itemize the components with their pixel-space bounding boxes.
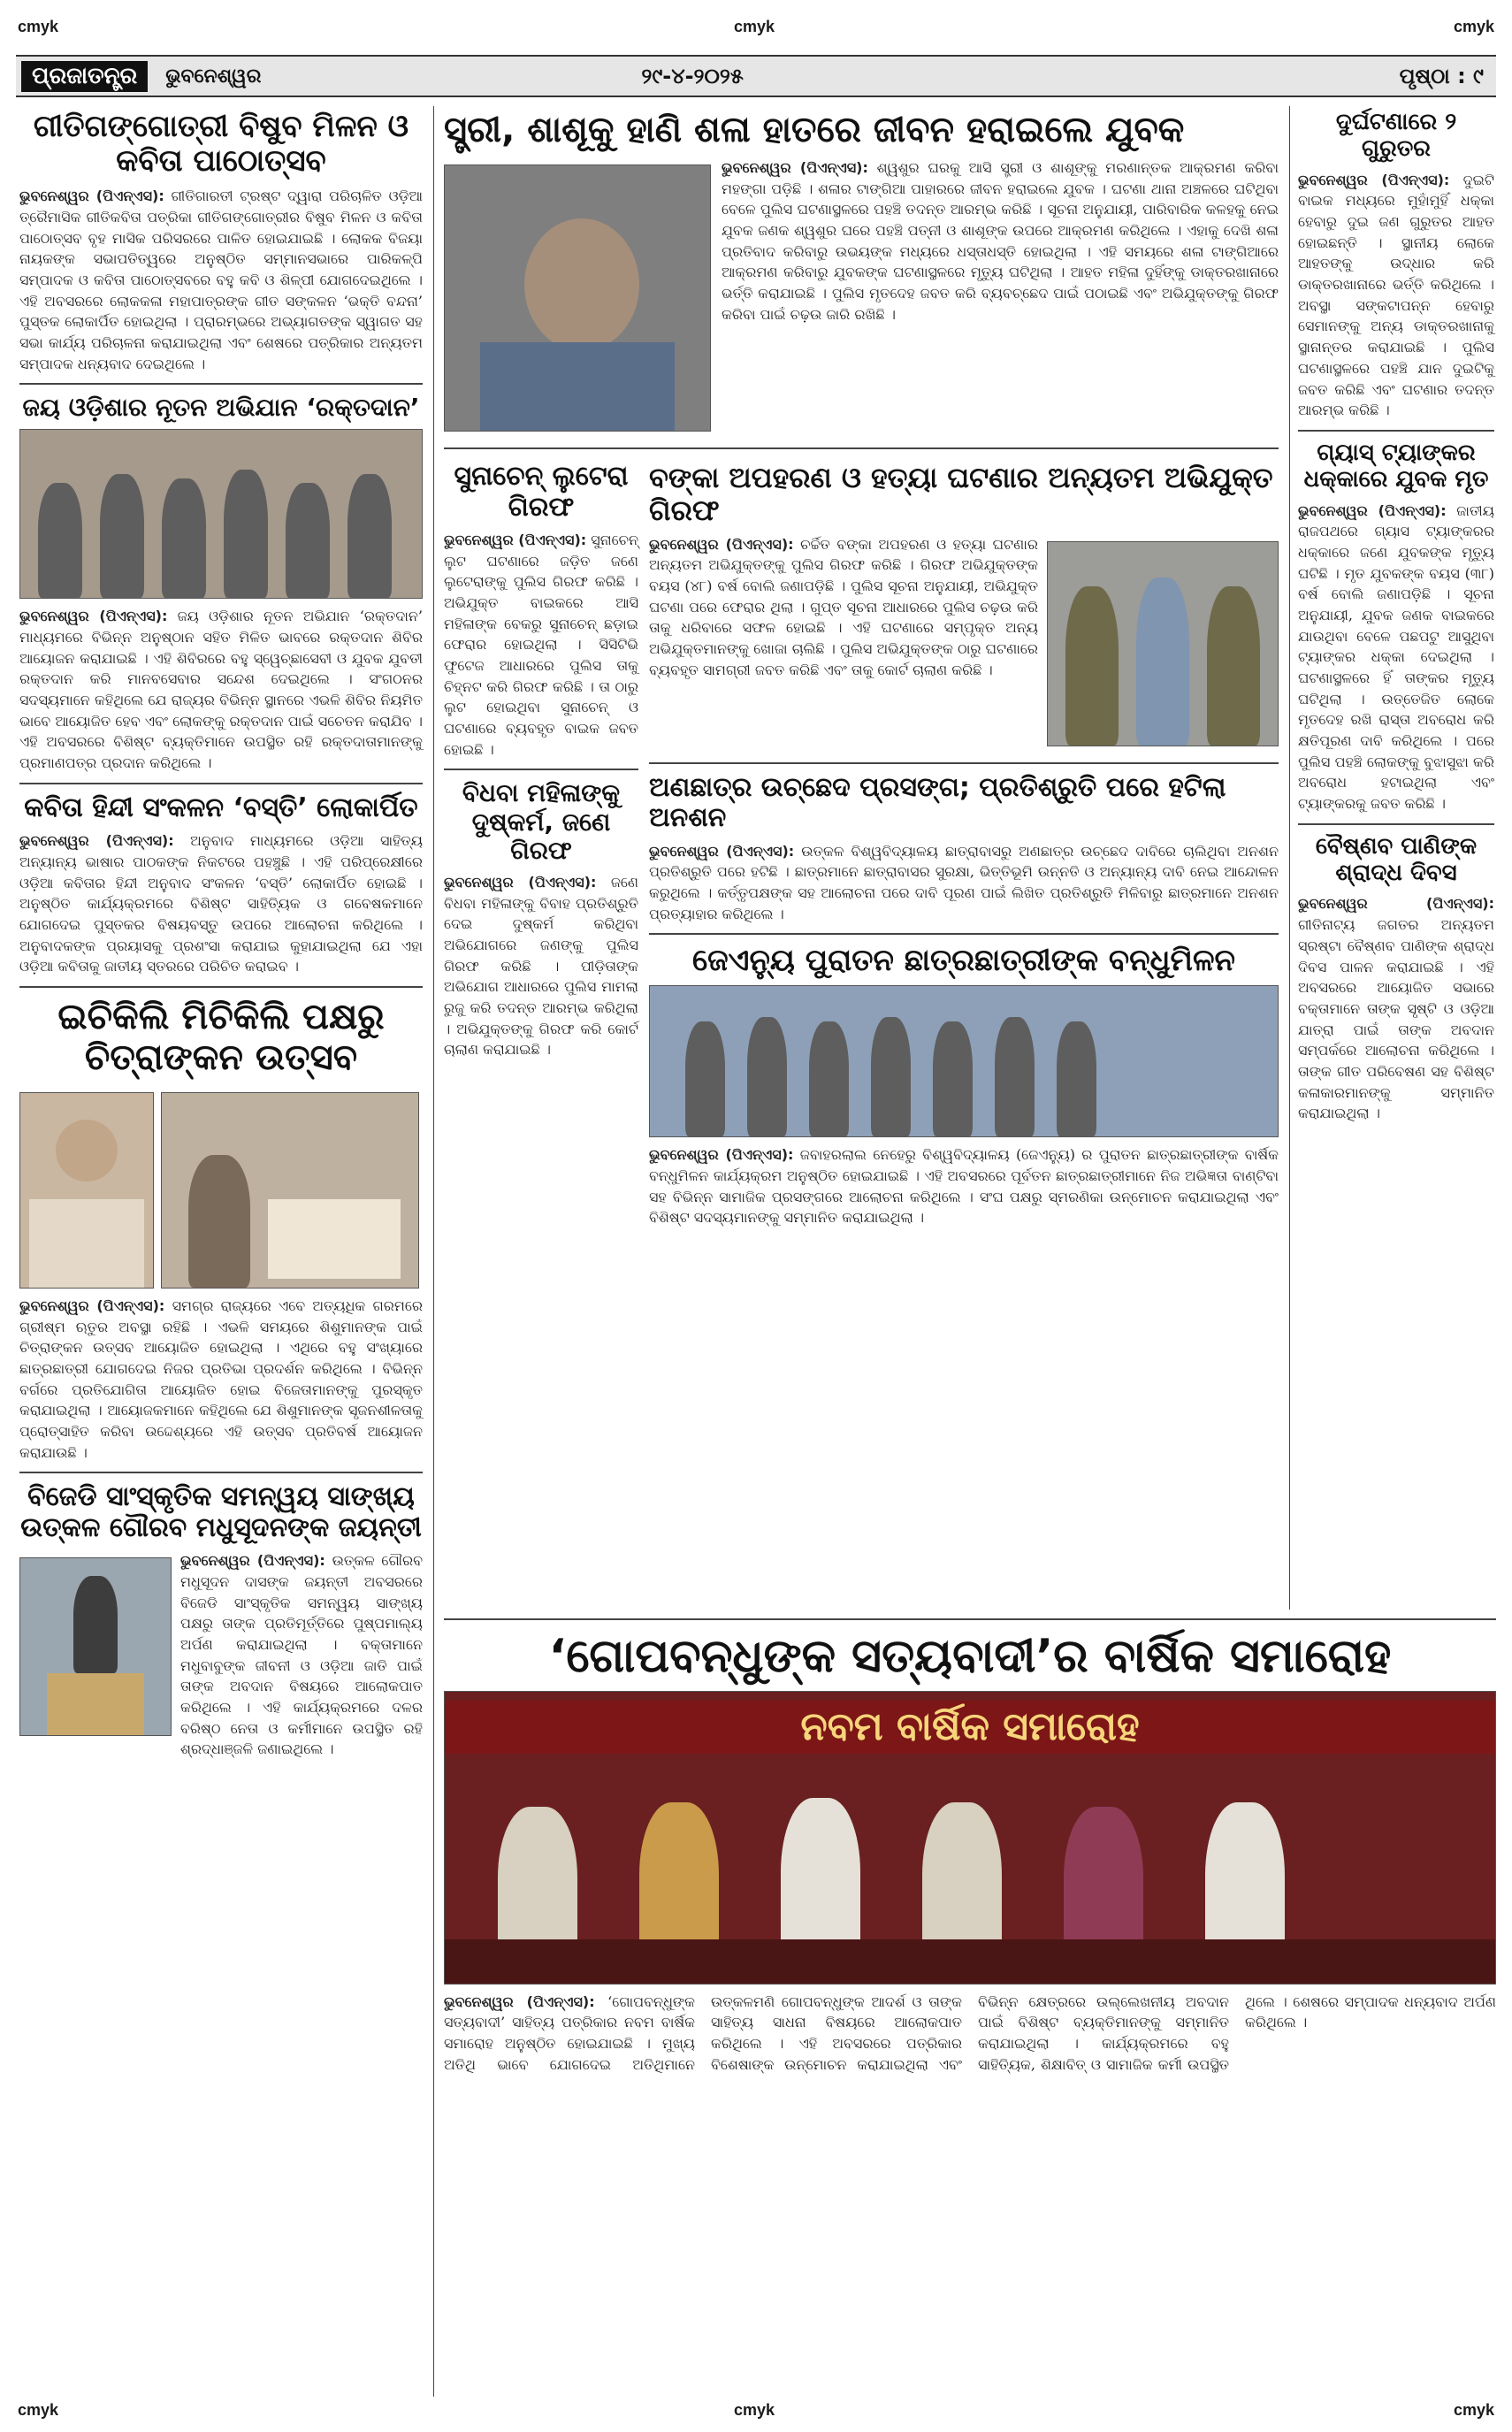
headline: ବଙ୍କା ଅପହରଣ ଓ ହତ୍ୟା ଘଟଣାର ଅନ୍ୟତମ ଅଭିଯୁକ୍ତ ଗିରଫ [649, 461, 1273, 527]
registration-mark: cmyk [1453, 18, 1494, 35]
article-body [444, 1992, 1496, 2076]
article-text: ଅନୁବାଦ ମାଧ୍ୟମରେ ଓଡ଼ିଆ ସାହିତ୍ୟ ଅନ୍ୟାନ୍ୟ ଭାଷାର ପାଠକଙ୍କ ନିକଟରେ ପହଞ୍ଚୁଛି । ଏହି ପରିପ୍ରେକ୍ଷୀରେ ଓଡ଼ିଆ କବିତାର ହିନ୍ଦୀ ଅନୁବାଦ ସଂକଳନ ‘ବସ୍ତି’ ଲୋକାର୍ପିତ ହୋଇଛି । ଅନୁଷ୍ଠିତ କାର୍ଯ୍ୟକ୍ରମରେ ବିଶିଷ୍ଟ ସାହିତ୍ୟିକ ଓ ଗବେଷକମାନେ ଯୋଗଦେଇ ପୁସ୍ତକର ବିଷୟବସ୍ତୁ ଉପରେ ଆଲୋଚନା କରିଥିଲେ । ଅନୁବାଦକଙ୍କ ପ୍ରୟାସକୁ ପ୍ରଶଂସା କରାଯାଇ କୁହାଯାଇଥିଲା ଯେ ଏହା ଓଡ଼ିଆ କବିତାକୁ ଜାତୀୟ ସ୍ତରରେ ପରିଚିତ କରାଇବ । [19, 832, 423, 975]
article-shashu [444, 110, 1279, 439]
article-bank [649, 462, 1279, 753]
headline: ସୁନାଚେନ୍ ଲୁଟେରା ଗିରଫ [454, 461, 629, 523]
article-body [444, 530, 638, 760]
article-divider [649, 933, 1279, 935]
dateline: ଭୁବନେଶ୍ୱର (ପିଏନ୍ଏସ): [19, 187, 164, 205]
article-bidhaba [444, 779, 638, 1060]
article-divider [1298, 823, 1494, 825]
article-text: ‘ଗୋପବନ୍ଧୁଙ୍କ ସତ୍ୟବାଦୀ’ ସାହିତ୍ୟ ପତ୍ରିକାର ନବମ ବାର୍ଷିକ ସମାରୋହ ଅନୁଷ୍ଠିତ ହୋଇଯାଇଛି । ମୁଖ୍ୟ ଅତିଥି ଭାବେ ଯୋଗଦେଇ ଅତିଥିମାନେ ଉତ୍କଳମଣି ଗୋପବନ୍ଧୁଙ୍କ ଆଦର୍ଶ ଓ ତାଙ୍କ ସାହିତ୍ୟ ସାଧନା ବିଷୟରେ ଆଲୋକପାତ କରିଥିଲେ । ଏହି ଅବସରରେ ପତ୍ରିକାର ବିଶେଷାଙ୍କ ଉନ୍ମୋଚନ କରାଯାଇଥିଲା ଏବଂ ବିଭିନ୍ନ କ୍ଷେତ୍ରରେ ଉଲ୍ଲେଖନୀୟ ଅବଦାନ ପାଇଁ ବିଶିଷ୍ଟ ବ୍ୟକ୍ତିମାନଙ୍କୁ ସମ୍ମାନିତ କରାଯାଇଥିଲା । କାର୍ଯ୍ୟକ୍ରମରେ ବହୁ ସାହିତ୍ୟିକ, ଶିକ୍ଷାବିତ୍ ଓ ସାମାଜିକ କର୍ମୀ ଉପସ୍ଥିତ ଥିଲେ । ଶେଷରେ ସମ୍ପାଦକ ଧନ୍ୟବାଦ ଅର୍ପଣ କରିଥିଲେ । [444, 1992, 1496, 2073]
photo-alumni-meet [649, 985, 1279, 1137]
article-text: ସମଗ୍ର ରାଜ୍ୟରେ ଏବେ ଅତ୍ୟଧିକ ଗରମରେ ଗ୍ରୀଷ୍ମ ଋତୁର ଅବସ୍ଥା ରହିଛି । ଏଭଳି ସମୟରେ ଶିଶୁମାନଙ୍କ ପାଇଁ ଚିତ୍ରାଙ୍କନ ଉତ୍ସବ ଆୟୋଜିତ ହୋଇଥିଲା । ଏଥିରେ ବହୁ ସଂଖ୍ୟାରେ ଛାତ୍ରଛାତ୍ରୀ ଯୋଗଦେଇ ନିଜର ପ୍ରତିଭା ପ୍ରଦର୍ଶନ କରିଥିଲେ । ବିଭିନ୍ନ ବର୍ଗରେ ପ୍ରତିଯୋଗିତା ଆୟୋଜିତ ହୋଇ ବିଜେତାମାନଙ୍କୁ ପୁରସ୍କୃତ କରାଯାଇଥିଲା । ଆୟୋଜକମାନେ କହିଥିଲେ ଯେ ଶିଶୁମାନଙ୍କ ସୃଜନଶୀଳତାକୁ ପ୍ରୋତ୍ସାହିତ କରିବା ଉଦ୍ଦେଶ୍ୟରେ ଏହି ଉତ୍ସବ ପ୍ରତିବର୍ଷ ଆୟୋଜନ କରାଯାଉଛି । [19, 1297, 424, 1461]
column-divider [433, 106, 434, 2397]
dateline: ଭୁବନେଶ୍ୱର (ପିଏନ୍ଏସ): [180, 1552, 325, 1570]
sub-column [649, 458, 1279, 1228]
headline: ‘ଗୋପବନ୍ଧୁଙ୍କ ସତ୍ୟବାଦୀ’ର ବାର୍ଷିକ ସମାରୋହ [548, 1630, 1392, 1683]
article-gitiganga [19, 110, 423, 374]
sub-column [444, 458, 638, 1228]
article-body [19, 186, 423, 374]
article-body [649, 1144, 1279, 1228]
article-body [180, 1550, 423, 1760]
registration-mark: cmyk [18, 18, 59, 35]
dateline: ଭୁବନେଶ୍ୱର (ପିଏନ୍ଏସ): [1298, 501, 1447, 519]
dateline: ଭୁବନେଶ୍ୱର (ପିଏନ୍ଏସ): [19, 832, 174, 850]
article-text: ଜଣେ ବିଧବା ମହିଳାଙ୍କୁ ବିବାହ ପ୍ରତିଶ୍ରୁତି ଦେଇ ଦୁଷ୍କର୍ମ କରିଥିବା ଅଭିଯୋଗରେ ଜଣଙ୍କୁ ପୁଲିସ ଗିରଫ କରିଛି । ପୀଡ଼ିତାଙ୍କ ଅଭିଯୋଗ ଆଧାରରେ ପୁଲିସ ମାମଲା ରୁଜୁ କରି ତଦନ୍ତ ଆରମ୍ଭ କରିଥିଲା । ଅଭିଯୁକ୍ତଙ୍କୁ ଗିରଫ କରି କୋର୍ଟ ଚାଲାଣ କରାଯାଇଛି । [444, 873, 638, 1059]
article-gopabandhu [444, 1618, 1496, 2397]
dateline: ଭୁବନେଶ୍ୱର (ପିଏନ୍ଏସ): [649, 535, 794, 553]
article-divider [649, 762, 1279, 764]
article-divider [1298, 430, 1494, 432]
article-body [649, 534, 1038, 753]
headline: ଜେଏନ୍ୟୁ ପୁରାତନ ଛାତ୍ରଛାତ୍ରୀଙ୍କ ବନ୍ଧୁମିଳନ [692, 943, 1235, 979]
headline: ଅଣଛାତ୍ର ଉଚ୍ଛେଦ ପ୍ରସଙ୍ଗ; ପ୍ରତିଶ୍ରୁତି ପରେ ହଟିଲା ଅନଶନ [649, 771, 1226, 834]
headline: ବିଧବା ମହିଳାଙ୍କୁ ଦୁଷ୍କର୍ମ, ଜଣେ ଗିରଫ [462, 778, 621, 865]
dateline: ଭୁବନେଶ୍ୱର (ପିଏନ୍ଏସ): [649, 1146, 794, 1164]
article-body [19, 606, 423, 773]
article-text: ଉତ୍କଳ ଗୌରବ ମଧୁସୂଦନ ଦାସଙ୍କ ଜୟନ୍ତୀ ଅବସରରେ ବିଜେଡି ସାଂସ୍କୃତିକ ସମନ୍ୱୟ ସାଙ୍ଖ୍ୟ ପକ୍ଷରୁ ତାଙ୍କ ପ୍ରତିମୂର୍ତ୍ତିରେ ପୁଷ୍ପମାଲ୍ୟ ଅର୍ପଣ କରାଯାଇଥିଲା । ବକ୍ତାମାନେ ମଧୁବାବୁଙ୍କ ଜୀବନୀ ଓ ଓଡ଼ିଆ ଜାତି ପାଇଁ ତାଙ୍କ ଅବଦାନ ବିଷୟରେ ଆଲୋକପାତ କରିଥିଲେ । ଏହି କାର୍ଯ୍ୟକ୍ରମରେ ଦଳର ବରିଷ୍ଠ ନେତା ଓ କର୍ମୀମାନେ ଉପସ୍ଥିତ ରହି ଶ୍ରଦ୍ଧାଞ୍ଜଳି ଜଣାଇଥିଲେ । [180, 1552, 423, 1758]
article-text: ଜୟ ଓଡ଼ିଶାର ନୂତନ ଅଭିଯାନ ‘ରକ୍ତଦାନ’ ମାଧ୍ୟମରେ ବିଭିନ୍ନ ଅନୁଷ୍ଠାନ ସହିତ ମିଳିତ ଭାବରେ ରକ୍ତଦାନ ଶିବିର ଆୟୋଜନ କରାଯାଇଛି । ଏହି ଶିବିରରେ ବହୁ ସ୍ୱେଚ୍ଛାସେବୀ ଓ ଯୁବକ ଯୁବତୀ ରକ୍ତଦାନ କରି ମାନବସେବାର ସନ୍ଦେଶ ଦେଇଥିଲେ । ସଂଗଠନର ସଦସ୍ୟମାନେ କହିଥିଲେ ଯେ ରାଜ୍ୟର ବିଭିନ୍ନ ସ୍ଥାନରେ ଏଭଳି ଶିବିର ନିୟମିତ ଭାବେ ଆୟୋଜିତ ହେବ ଏବଂ ଲୋକଙ୍କୁ ରକ୍ତଦାନ ପାଇଁ ସଚେତନ କରାଯିବ । ଏହି ଅବସରରେ ବିଶିଷ୍ଟ ବ୍ୟକ୍ତିମାନେ ଉପସ୍ଥିତ ରହି ରକ୍ତଦାତାମାନଙ୍କୁ ପ୍ରମାଣପତ୍ର ପ୍ରଦାନ କରିଥିଲେ । [19, 608, 423, 772]
headline: ଦୁର୍ଘଟଣାରେ ୨ ଗୁରୁତର [1335, 109, 1457, 162]
registration-mark: cmyk [1453, 2401, 1494, 2419]
article-divider [19, 783, 423, 784]
article-body [19, 1296, 423, 1463]
edition-date: ୨୯-୪-୨୦୨୫ [641, 64, 744, 88]
article-baishnaba [1298, 834, 1494, 1124]
page-number: ପୃଷ୍ଠା : ୯ [1399, 64, 1484, 88]
article-body [1298, 501, 1494, 814]
headline: ଜୟ ଓଡ଼ିଶାର ନୂତନ ଅଭିଯାନ ‘ରକ୍ତଦାନ’ [22, 393, 420, 423]
edition-city: ଭୁବନେଶ୍ୱର [165, 65, 262, 88]
article-divider [444, 769, 638, 770]
article-body [722, 157, 1279, 439]
dateline: ଭୁବନେଶ୍ୱର (ପିଏନ୍ଏସ): [1298, 895, 1494, 913]
headline: ଗୀତିଗଙ୍ଗୋତ୍ରୀ ବିଷୁବ ମିଳନ ଓ କବିତା ପାଠୋତ୍ସବ [33, 109, 409, 180]
article-durghatana [1298, 110, 1494, 421]
headline: ସ୍ତ୍ରୀ, ଶାଶୂକୁ ହାଣି ଶଳା ହାତରେ ଜୀବନ ହରାଇଲେ ଯୁବକ [444, 110, 1185, 150]
article-text: ଗୀତିଗାରତୀ ଟ୍ରଷ୍ଟ ଦ୍ୱାରା ପରିଚାଳିତ ଓଡ଼ିଆ ତ୍ରୈମାସିକ ଗୀତିକବିତା ପତ୍ରିକା ଗୀତିଗଙ୍ଗୋତ୍ରୀର ବିଷୁବ ମିଳନ ଓ କବିତା ପାଠୋତ୍ସବ ବୃହ ମାସିକ ପରିସରରେ ପାଳିତ ହୋଇଯାଇଛି । ଲୋକକ ବିଜୟା ନାୟକଙ୍କ ସଭାପତିତ୍ୱରେ ଅନୁଷ୍ଠିତ ସମ୍ମାନସଭାରେ ପାରିକଳ୍ପି ସମ୍ପାଦକ ଓ କବିତା ପାଠୋତ୍ସବରେ ବହୁ କବି ଓ ଶିଳ୍ପୀ ଯୋଗଦେଇଥିଲେ । ଏହି ଅବସରରେ ଲୋକକଳା ମହାପାତ୍ରଙ୍କ ଗୀତ ସଙ୍କଳନ ‘ଭକ୍ତି ବନ୍ଦନା’ ପୁସ୍ତକ ଲୋକାର୍ପିତ ହୋଇଥିଲା । ପ୍ରାରମ୍ଭରେ ଅଭ୍ୟାଗତଙ୍କ ସ୍ୱାଗତ ସହ ସଭା କାର୍ଯ୍ୟ ପରିଚାଳନା କରାଯାଇଥିଲା ଏବଂ ଶେଷରେ ପତ୍ରିକାର ଅନ୍ୟତମ ସମ୍ପାଦକ ଧନ୍ୟବାଦ ଦେଇଥିଲେ । [19, 187, 424, 372]
article-body [1298, 170, 1494, 421]
headline: ଇଚିକିଲି ମିଚିକିଲି ପକ୍ଷରୁ ଚିତ୍ରାଙ୍କନ ଉତ୍ସବ [57, 997, 385, 1078]
article-body [1298, 893, 1494, 1123]
registration-mark: cmyk [18, 2401, 59, 2419]
article-jnu [649, 944, 1279, 1228]
column-divider [1289, 106, 1290, 1610]
article-body [649, 841, 1279, 925]
dateline: ଭୁବନେଶ୍ୱର (ପିଏନ୍ଏସ): [444, 1992, 595, 2010]
article-text: ଉତ୍କଳ ବିଶ୍ୱବିଦ୍ୟାଳୟ ଛାତ୍ରାବାସରୁ ଅଣଛାତ୍ର ଉଚ୍ଛେଦ ଦାବିରେ ଚାଲିଥିବା ଅନଶନ ପ୍ରତିଶ୍ରୁତି ପରେ ହଟିଛି । ଛାତ୍ରମାନେ ଛାତ୍ରାବାସର ସୁରକ୍ଷା, ଭିତ୍ତିଭୂମି ଉନ୍ନତି ଓ ଅନ୍ୟାନ୍ୟ ଦାବି ନେଇ ଆନ୍ଦୋଳନ କରୁଥିଲେ । କର୍ତ୍ତୃପକ୍ଷଙ୍କ ସହ ଆଲୋଚନା ପରେ ଦାବି ପୂରଣ ପାଇଁ ଲିଖିତ ପ୍ରତିଶ୍ରୁତି ମିଳିବାରୁ ଛାତ୍ରମାନେ ଅନଶନ ପ୍ରତ୍ୟାହାର କରିଥିଲେ । [649, 842, 1279, 922]
dateline: ଭୁବନେଶ୍ୱର (ପିଏନ୍ଏସ): [649, 842, 795, 860]
article-body [19, 830, 423, 977]
dateline: ଭୁବନେଶ୍ୱର (ପିଏନ୍ଏସ): [444, 873, 597, 891]
dateline: ଭୁବନେଶ୍ୱର (ପିଏନ୍ଏସ): [444, 532, 587, 548]
article-text: ଗୀତିନାଟ୍ୟ ଜଗତର ଅନ୍ୟତମ ସ୍ରଷ୍ଟା ବୈଷ୍ଣବ ପାଣିଙ୍କ ଶ୍ରାଦ୍ଧ ଦିବସ ପାଳନ କରାଯାଇଛି । ଏହି ଅବସରରେ ଆୟୋଜିତ ସଭାରେ ବକ୍ତାମାନେ ତାଙ୍କ ସୃଷ୍ଟି ଓ ଓଡ଼ିଆ ଯାତ୍ରା ପାଇଁ ତାଙ୍କ ଅବଦାନ ସମ୍ପର୍କରେ ଆଲୋଚନା କରିଥିଲେ । ତାଙ୍କ ଗୀତ ପରିବେଷଣ ସହ ବିଶିଷ୍ଟ କଳାକାରମାନଙ୍କୁ ସମ୍ମାନିତ କରାଯାଇଥିଲା । [1298, 916, 1494, 1122]
article-text: ସୁନାଚେନ୍ ଲୁଟ ଘଟଣାରେ ଜଡ଼ିତ ଜଣେ ଲୁଟେରାଙ୍କୁ ପୁଲିସ ଗିରଫ କରିଛି । ଅଭିଯୁକ୍ତ ବାଇକରେ ଆସି ମହିଳାଙ୍କ ବେକରୁ ସୁନାଚେନ୍ ଛଡ଼ାଇ ଫେରାର ହୋଇଥିଲା । ସିସିଟିଭି ଫୁଟେଜ ଆଧାରରେ ପୁଲିସ ତାକୁ ଚିହ୍ନଟ କରି ଗିରଫ କରିଛି । ତା ଠାରୁ ଲୁଟ ହୋଇଥିବା ସୁନାଚେନ୍ ଓ ଘଟଣାରେ ବ୍ୟବହୃତ ବାଇକ ଜବତ ହୋଇଛି । [444, 532, 638, 758]
article-raktadan [19, 394, 423, 774]
article-divider [19, 986, 423, 988]
photo-deceased-youth [444, 164, 711, 432]
dateline: ଭୁବନେଶ୍ୱର (ପିଏନ୍ଏସ): [1298, 171, 1450, 188]
headline: ବିଜେଡି ସାଂସ୍କୃତିକ ସମନ୍ୱୟ ସାଙ୍ଖ୍ୟ ଉତ୍କଳ ଗୌରବ ମଧୁସୂଦନଙ୍କ ଜୟନ୍ତୀ [20, 1481, 422, 1543]
article-chitrankan [19, 997, 423, 1463]
photo-statue-tribute [19, 1557, 172, 1736]
right-column [1298, 106, 1494, 1610]
article-divider [19, 1472, 423, 1473]
article-text: ଦୁଇଟି ବାଇକ ମଧ୍ୟରେ ମୁହାଁମୁହିଁ ଧକ୍କା ହେବାରୁ ଦୁଇ ଜଣ ଗୁରୁତର ଆହତ ହୋଇଛନ୍ତି । ସ୍ଥାନୀୟ ଲୋକେ ଆହତଙ୍କୁ ଉଦ୍ଧାର କରି ଡାକ୍ତରଖାନାରେ ଭର୍ତ୍ତି କରିଥିଲେ । ଅବସ୍ଥା ସଙ୍କଟାପନ୍ନ ହେବାରୁ ସେମାନଙ୍କୁ ଅନ୍ୟ ଡାକ୍ତରଖାନାକୁ ସ୍ଥାନାନ୍ତର କରାଯାଇଛି । ପୁଲିସ ଘଟଣାସ୍ଥଳରେ ପହଞ୍ଚି ଯାନ ଦୁଇଟିକୁ ଜବତ କରିଛି ଏବଂ ଘଟଣାର ତଦନ୍ତ ଆରମ୍ଭ କରିଛି । [1298, 171, 1494, 419]
article-body [444, 872, 638, 1060]
photo-blood-donation-group [19, 429, 423, 599]
article-divider [19, 383, 423, 385]
registration-mark: cmyk [734, 18, 775, 35]
photo-child-painting [19, 1092, 154, 1289]
headline: ବୈଷ୍ଣବ ପାଣିଙ୍କ ଶ୍ରାଦ୍ଧ ଦିବସ [1315, 832, 1478, 886]
registration-mark: cmyk [734, 2401, 775, 2419]
dateline: ଭୁବନେଶ୍ୱର (ପିଏନ୍ଏସ): [19, 1297, 165, 1314]
article-bjd [19, 1482, 423, 1760]
photo-accused-with-police [1047, 541, 1279, 746]
photo-annual-function-stage [444, 1691, 1496, 1985]
article-sunachain [444, 462, 638, 760]
newspaper-logo: ପ୍ରଜାତନ୍ତ୍ର [21, 61, 148, 92]
article-kabita [19, 793, 423, 977]
headline: କବିତା ହିନ୍ଦୀ ସଂକଳନ ‘ବସ୍ତି’ ଲୋକାର୍ପିତ [24, 792, 418, 823]
left-column [19, 106, 423, 2397]
article-gas [1298, 440, 1494, 814]
article-text: ଶ୍ୱଶୁର ଘରକୁ ଆସି ସ୍ତ୍ରୀ ଓ ଶାଶୂଙ୍କୁ ମରଣାନ୍ତକ ଆକ୍ରମଣ କରିବା ମହଙ୍ଗା ପଡ଼ିଛି । ଶଳାର ଟାଙ୍ଗିଆ ପାହାରରେ ଜୀବନ ହରାଇଲେ ଯୁବକ । ଘଟଣା ଥାନା ଅଞ୍ଚଳରେ ଘଟିଥିବା ବେଳେ ପୁଲିସ ଘଟଣାସ୍ଥଳରେ ପହଞ୍ଚି ତଦନ୍ତ ଆରମ୍ଭ କରିଛି । ସୂଚନା ଅନୁଯାୟୀ, ପାରିବାରିକ କଳହକୁ ନେଇ ଯୁବକ ଜଣକ ଶ୍ୱଶୁର ଘରେ ପହଞ୍ଚି ପତ୍ନୀ ଓ ଶାଶୂଙ୍କ ଉପରେ ଆକ୍ରମଣ କରିଥିଲେ । ଏହାକୁ ଦେଖି ଶଳା ପ୍ରତିବାଦ କରିବାରୁ ଉଭୟଙ୍କ ମଧ୍ୟରେ ଧସ୍ତାଧସ୍ତି ହୋଇଥିଲା । ଏହି ସମୟରେ ଶଳା ଟାଙ୍ଗିଆରେ ଆକ୍ରମଣ କରିବାରୁ ଯୁବକଙ୍କ ଘଟଣାସ୍ଥଳରେ ମୃତ୍ୟୁ ଘଟିଥିଲା । ଆହତ ମହିଳା ଦୁହିଁଙ୍କୁ ଡାକ୍ତରଖାନାରେ ଭର୍ତ୍ତି କରାଯାଇଛି । ପୁଲିସ ମୃତଦେହ ଜବତ କରି ବ୍ୟବଚ୍ଛେଦ ପାଇଁ ପଠାଇଛି ଏବଂ ଅଭିଯୁକ୍ତଙ୍କୁ ଗିରଫ କରିବା ପାଇଁ ଚଢ଼ଉ ଜାରି ରଖିଛି । [722, 159, 1279, 323]
article-text: ଜାତୀୟ ରାଜପଥରେ ଗ୍ୟାସ ଟ୍ୟାଙ୍କରର ଧକ୍କାରେ ଜଣେ ଯୁବକଙ୍କ ମୃତ୍ୟୁ ଘଟିଛି । ମୃତ ଯୁବକଙ୍କ ବୟସ (୩୮) ବର୍ଷ ବୋଲି ଜଣାପଡ଼ିଛି । ସୂଚନା ଅନୁଯାୟୀ, ଯୁବକ ଜଣକ ବାଇକରେ ଯାଉଥିବା ବେଳେ ପଛପଟୁ ଆସୁଥିବା ଟ୍ୟାଙ୍କର ଧକ୍କା ଦେଇଥିଲା । ଘଟଣାସ୍ଥଳରେ ହିଁ ତାଙ୍କର ମୃତ୍ୟୁ ଘଟିଥିଲା । ଉତ୍ତେଜିତ ଲୋକେ ମୃତଦେହ ରଖି ରାସ୍ତା ଅବରୋଧ କରି କ୍ଷତିପୂରଣ ଦାବି କରିଥିଲେ । ପରେ ପୁଲିସ ପହଞ୍ଚି ଲୋକଙ୍କୁ ବୁଝାସୁଝା କରି ଅବରୋଧ ହଟାଇଥିଲା ଏବଂ ଟ୍ୟାଙ୍କରକୁ ଜବତ କରିଛି । [1298, 501, 1494, 813]
photo-drawing-event [161, 1092, 419, 1289]
dateline: ଭୁବନେଶ୍ୱର (ପିଏନ୍ଏସ): [19, 608, 168, 625]
masthead [16, 55, 1496, 97]
dateline: ଭୁବନେଶ୍ୱର (ପିଏନ୍ଏସ): [722, 159, 868, 176]
article-text: ଜବାହରଲାଲ ନେହେରୁ ବିଶ୍ୱବିଦ୍ୟାଳୟ (ଜେଏନ୍ୟୁ) ର ପୁରାତନ ଛାତ୍ରଛାତ୍ରୀଙ୍କ ବାର୍ଷିକ ବନ୍ଧୁମିଳନ କାର୍ଯ୍ୟକ୍ରମ ଅନୁଷ୍ଠିତ ହୋଇଯାଇଛି । ଏହି ଅବସରରେ ପୂର୍ବତନ ଛାତ୍ରଛାତ୍ରୀମାନେ ନିଜ ଅଭିଜ୍ଞତା ବାଣ୍ଟିବା ସହ ବିଭିନ୍ନ ସାମାଜିକ ପ୍ରସଙ୍ଗରେ ଆଲୋଚନା କରିଥିଲେ । ସଂଘ ପକ୍ଷରୁ ସ୍ମରଣିକା ଉନ୍ମୋଚନ କରାଯାଇଥିଲା ଏବଂ ବିଶିଷ୍ଟ ସଦସ୍ୟମାନଙ୍କୁ ସମ୍ମାନିତ କରାଯାଇଥିଲା । [649, 1146, 1279, 1227]
article-divider [444, 447, 1279, 449]
article-anashan [649, 773, 1279, 925]
article-text: ଚର୍ଚ୍ଚିତ ବଙ୍କା ଅପହରଣ ଓ ହତ୍ୟା ଘଟଣାର ଅନ୍ୟତମ ଅଭିଯୁକ୍ତଙ୍କୁ ପୁଲିସ ଗିରଫ କରିଛି । ଗିରଫ ଅଭିଯୁକ୍ତଙ୍କ ବୟସ (୪୮) ବର୍ଷ ବୋଲି ଜଣାପଡ଼ିଛି । ପୁଲିସ ସୂଚନା ଅନୁଯାୟୀ, ଅଭିଯୁକ୍ତ ଘଟଣା ପରେ ଫେରାର ଥିଲା । ଗୁପ୍ତ ସୂଚନା ଆଧାରରେ ପୁଲିସ ଚଢ଼ଉ କରି ତାକୁ ଧରିବାରେ ସଫଳ ହୋଇଛି । ଏହି ଘଟଣାରେ ସମ୍ପୃକ୍ତ ଅନ୍ୟ ଅଭିଯୁକ୍ତମାନଙ୍କୁ ଖୋଜା ଚାଲିଛି । ପୁଲିସ ଅଭିଯୁକ୍ତଙ୍କ ଠାରୁ ଘଟଣାରେ ବ୍ୟବହୃତ ସାମଗ୍ରୀ ଜବତ କରିଛି ଏବଂ ତାକୁ କୋର୍ଟ ଚାଲାଣ କରିଛି । [649, 535, 1039, 678]
stage-banner: ନବମ ବାର୍ଷିକ ସମାରୋହ [445, 1701, 1495, 1754]
headline: ଗ୍ୟାସ୍ ଟ୍ୟାଙ୍କର ଧକ୍କାରେ ଯୁବକ ମୃତ [1303, 439, 1489, 493]
